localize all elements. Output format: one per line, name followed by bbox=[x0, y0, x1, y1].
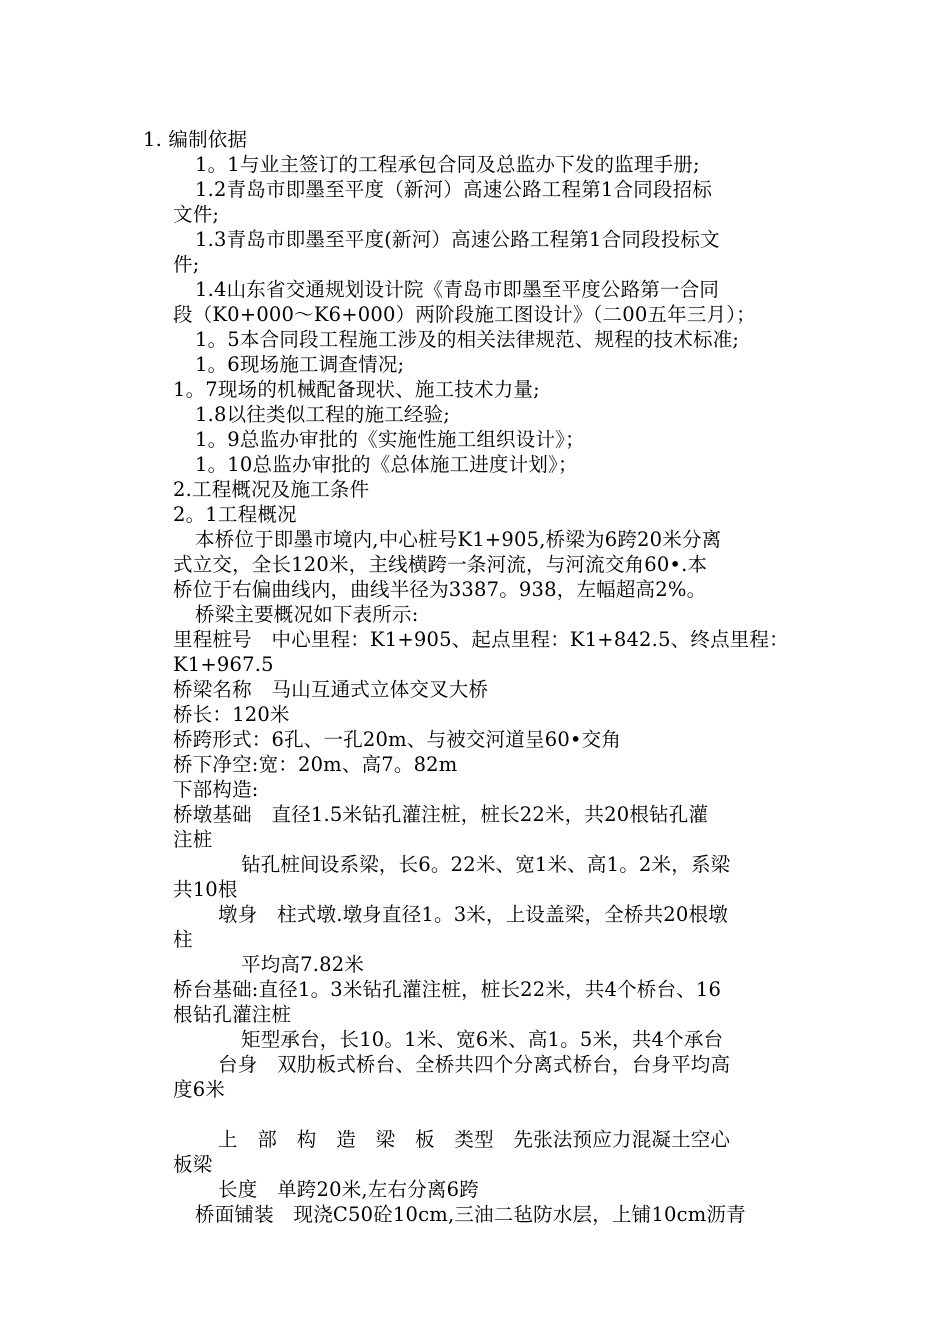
row-length: 长度 单跨20米,左右分离6跨 bbox=[218, 1178, 479, 1201]
heading-2-1: 2。1工程概况 bbox=[173, 503, 297, 526]
row-abutment-foundation: 桥台基础:直径1。3米钻孔灌注桩，桩长22米，共4个桥台、16 bbox=[173, 978, 722, 1001]
paragraph-line-2: 式立交，全长120米，主线横跨一条河流，与河流交角60•.本 bbox=[173, 553, 708, 576]
row-superstructure: 上 部 构 造 梁 板 类型 先张法预应力混凝土空心 bbox=[218, 1128, 731, 1151]
text-line-1-1: 1。1与业主签订的工程承包合同及总监办下发的监理手册; bbox=[195, 153, 700, 176]
text-line-1-10: 1。10总监办审批的《总体施工进度计划》； bbox=[195, 453, 578, 476]
text-line-1-2-cont: 文件; bbox=[173, 203, 220, 226]
text-line-1-3-cont: 件; bbox=[173, 253, 200, 276]
row-substructure: 下部构造: bbox=[173, 778, 259, 801]
text-line-1-3: 1.3青岛市即墨至平度(新河）高速公路工程第1合同段投标文 bbox=[195, 228, 720, 251]
row-pile-cap: 矩型承台，长10。1米、宽6米、高1。5米，共4个承台 bbox=[241, 1028, 724, 1051]
text-line-1-4-cont: 段（K0+000～K6+000）两阶段施工图设计》（二00五年三月）； bbox=[173, 303, 756, 326]
row-average-height: 平均高7.82米 bbox=[241, 953, 365, 976]
row-bridge-name: 桥梁名称 马山互通式立体交叉大桥 bbox=[173, 678, 489, 701]
row-tie-beam: 钻孔桩间设系梁，长6。22米、宽1米、高1。2米，系梁 bbox=[241, 853, 731, 876]
text-line-1-2: 1.2青岛市即墨至平度（新河）高速公路工程第1合同段招标 bbox=[195, 178, 713, 201]
row-pier-foundation-cont: 注桩 bbox=[173, 828, 213, 851]
heading-2: 2.工程概况及施工条件 bbox=[173, 478, 370, 501]
row-mileage: 里程桩号 中心里程：K1+905、起点里程：K1+842.5、终点里程： bbox=[173, 628, 789, 651]
text-line-1-8: 1.8以往类似工程的施工经验; bbox=[195, 403, 451, 426]
heading-1: 1. 编制依据 bbox=[143, 128, 248, 151]
text-line-1-7: 1。7现场的机械配备现状、施工技术力量; bbox=[173, 378, 540, 401]
row-abutment-body-cont: 度6米 bbox=[173, 1078, 226, 1101]
row-abutment-foundation-cont: 根钻孔灌注桩 bbox=[173, 1003, 292, 1026]
row-clearance: 桥下净空:宽：20m、高7。82m bbox=[173, 753, 458, 776]
row-superstructure-cont: 板梁 bbox=[173, 1153, 213, 1176]
row-pier-body: 墩身 柱式墩.墩身直径1。3米，上设盖梁，全桥共20根墩 bbox=[218, 903, 728, 926]
text-line-1-9: 1。9总监办审批的《实施性施工组织设计》； bbox=[195, 428, 585, 451]
row-deck-paving: 桥面铺装 现浇C50砼10cm,三油二毡防水层，上铺10cm沥青 bbox=[195, 1203, 746, 1226]
text-line-1-6: 1。6现场施工调查情况; bbox=[195, 353, 405, 376]
paragraph-line-3: 桥位于右偏曲线内，曲线半径为3387。938，左幅超高2%。 bbox=[173, 578, 707, 601]
row-abutment-body: 台身 双肋板式桥台、全桥共四个分离式桥台，台身平均高 bbox=[218, 1053, 731, 1076]
row-pier-body-cont: 柱 bbox=[173, 928, 193, 951]
row-pier-foundation: 桥墩基础 直径1.5米钻孔灌注桩，桩长22米，共20根钻孔灌 bbox=[173, 803, 709, 826]
row-mileage-cont: K1+967.5 bbox=[173, 653, 274, 676]
table-intro: 桥梁主要概况如下表所示: bbox=[195, 603, 419, 626]
row-tie-beam-cont: 共10根 bbox=[173, 878, 238, 901]
row-bridge-length: 桥长：120米 bbox=[173, 703, 290, 726]
text-line-1-4: 1.4山东省交通规划设计院《青岛市即墨至平度公路第一合同 bbox=[195, 278, 720, 301]
text-line-1-5: 1。5本合同段工程施工涉及的相关法律规范、规程的技术标准; bbox=[195, 328, 740, 351]
paragraph-line-1: 本桥位于即墨市境内,中心桩号K1+905,桥梁为6跨20米分离 bbox=[195, 528, 722, 551]
row-span-form: 桥跨形式：6孔、一孔20m、与被交河道呈60•交角 bbox=[173, 728, 622, 751]
